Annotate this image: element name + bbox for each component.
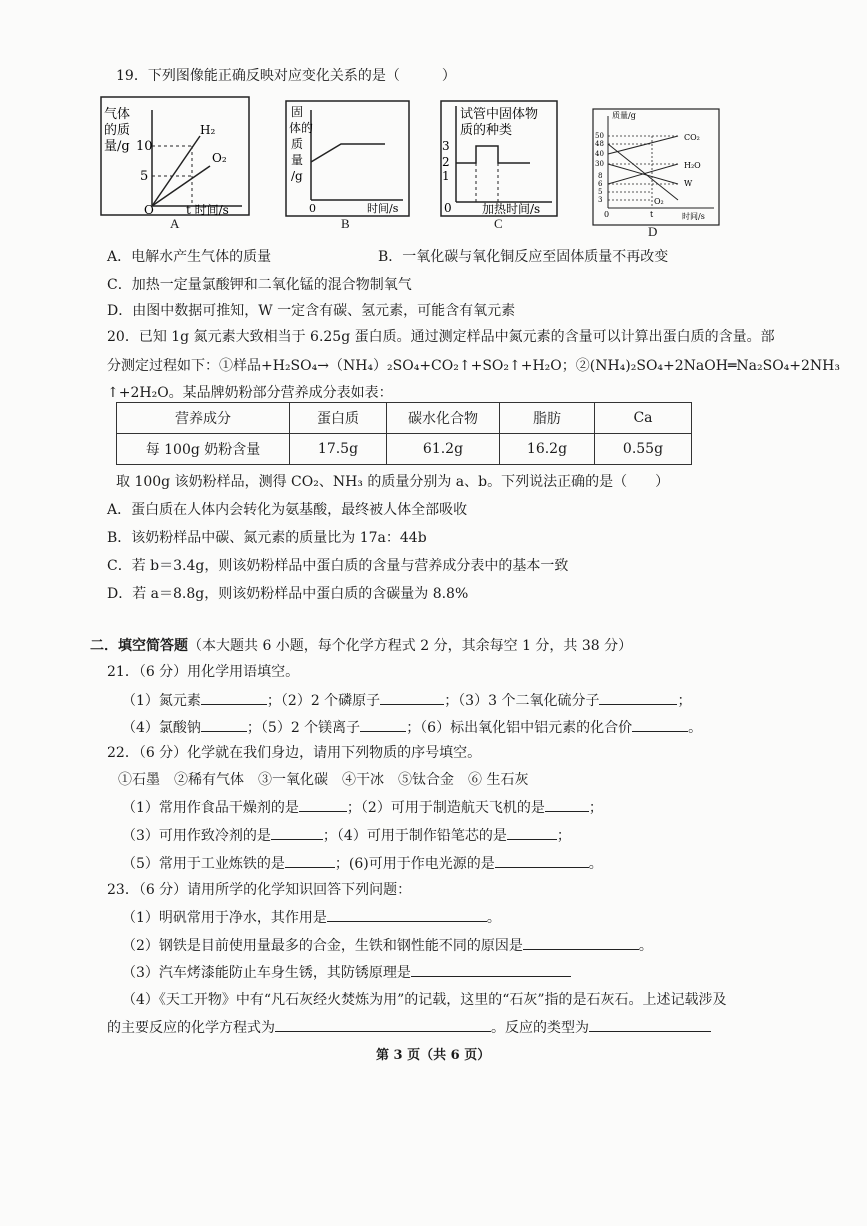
answer-blank[interactable]	[201, 717, 247, 732]
q20-opt-a: A．蛋白质在人体内会转化为氨基酸，最终被人体全部吸收	[107, 502, 468, 518]
q21-4-label: （4）氯酸钠	[122, 720, 201, 736]
q22-line2-end: ；	[556, 828, 571, 844]
answer-blank[interactable]	[599, 690, 677, 705]
section-note: （本大题共 6 小题，每个化学方程式 2 分，其余每空 1 分，共 38 分）	[188, 638, 633, 654]
table-header: 碳水化合物	[387, 403, 500, 434]
q19-opt-b: B．一氧化碳与氧化铜反应至固体质量不再改变	[378, 249, 669, 265]
q20-line3: ↑+2H₂O。某品牌奶粉部分营养成分表如表：	[107, 385, 393, 401]
figb-ylabel-4: 量	[291, 153, 304, 167]
q23-line4: （4）《天工开物》中有“凡石灰经火焚炼为用”的记载，这里的“石灰”指的是石灰石。上述记载涉及	[122, 992, 727, 1008]
figc-caption: C	[494, 216, 503, 231]
q22-5-label: （5）常用于工业炼铁的是	[122, 856, 285, 872]
q22-line3-end: 。	[588, 856, 603, 872]
q20-opt-b: B．该奶粉样品中碳、氮元素的质量比为 17a：44b	[107, 530, 427, 546]
answer-blank[interactable]	[589, 1017, 711, 1032]
q22-items: ①石墨 ②稀有气体 ③一氧化碳 ④干冰 ⑤钛合金 ⑥ 生石灰	[118, 772, 529, 788]
q23-line1-end: 。	[486, 910, 501, 926]
q23-2-label: （2）钢铁是目前使用量最多的合金，生铁和钢性能不同的原因是	[122, 938, 523, 954]
answer-blank[interactable]	[285, 853, 335, 868]
figd-h2o: H₂O	[684, 161, 701, 170]
figd-origin: 0	[604, 210, 610, 219]
figd-tick-5: 5	[598, 188, 603, 196]
q21-line1	[122, 690, 691, 711]
q22-2-label: ；（2）可用于制造航天飞机的是	[346, 800, 545, 816]
figd-tick-40: 40	[595, 150, 604, 158]
q22-1-label: （1）常用作食品干燥剂的是	[122, 800, 299, 816]
figa-xlabel: t 时间/s	[186, 203, 229, 216]
section-heading	[90, 636, 632, 656]
figd-tick-48: 48	[595, 140, 604, 148]
q19-opt-a: A．电解水产生气体的质量	[107, 249, 272, 265]
figb-ylabel-1: 固	[291, 105, 304, 119]
answer-blank[interactable]	[545, 797, 589, 812]
q21-3-label: ；（3）3 个二氧化硫分子	[444, 693, 600, 709]
q20-opt-c: C．若 b＝3.4g，则该奶粉样品中蛋白质的含量与营养成分表中的基本一致	[107, 558, 569, 574]
figd-caption: D	[648, 224, 658, 239]
answer-blank[interactable]	[380, 690, 444, 705]
q20-opt-d: D．若 a＝8.8g，则该奶粉样品中蛋白质的含碳量为 8.8%	[107, 586, 469, 602]
answer-blank[interactable]	[201, 690, 267, 705]
figure-d	[592, 108, 720, 226]
q21-line1-end: ；	[677, 693, 692, 709]
q21-line2-end: 。	[688, 720, 703, 736]
figa-ylabel-2: 的质	[104, 123, 131, 138]
q21-stem: 21．（6 分）用化学用语填空。	[107, 664, 300, 680]
figb-caption: B	[341, 216, 350, 231]
q20-line4: 取 100g 该奶粉样品，测得 CO₂、NH₃ 的质量分别为 a、b。下列说法正确的是（ ）	[116, 474, 670, 490]
q23-stem: 23．（6 分）请用所学的化学知识回答下列问题：	[107, 882, 412, 898]
figd-w: W	[684, 179, 693, 188]
figd-o2: O₂	[654, 197, 664, 206]
q21-line2	[122, 717, 702, 738]
q22-3-label: （3）可用作致冷剂的是	[122, 828, 271, 844]
q22-stem: 22．（6 分）化学就在我们身边，请用下列物质的序号填空。	[107, 745, 482, 761]
figa-caption: A	[170, 216, 180, 231]
figd-xlabel: 时间/s	[682, 212, 705, 221]
q23-4-label: 的主要反应的化学方程式为	[107, 1020, 275, 1036]
section-title: 二．填空简答题	[90, 638, 188, 654]
figa-ylabel-1: 气体	[104, 107, 131, 122]
figc-y1: 1	[442, 169, 450, 183]
q23-line2	[122, 935, 653, 956]
figa-y5: 5	[140, 169, 149, 184]
figd-ylabel: 质量/g	[612, 111, 636, 120]
figb-ylabel-5: /g	[291, 169, 303, 183]
figa-origin: O	[144, 203, 154, 216]
q23-3-label: （3）汽车烤漆能防止车身生锈，其防锈原理是	[122, 965, 411, 981]
figa-o2: O₂	[212, 151, 227, 165]
table-cell: 61.2g	[387, 434, 500, 465]
table-header: 营养成分	[117, 403, 290, 434]
answer-blank[interactable]	[360, 717, 406, 732]
figd-tick-6: 6	[598, 180, 603, 188]
figc-origin: 0	[444, 201, 452, 215]
figure-b	[285, 100, 410, 217]
figb-origin: 0	[309, 202, 316, 215]
q23-type-label: 。反应的类型为	[491, 1020, 589, 1036]
q23-line3	[122, 962, 571, 983]
table-cell: 16.2g	[500, 434, 595, 465]
q21-1-label: （1）氮元素	[122, 693, 201, 709]
q20-line2: 分测定过程如下：①样品+H₂SO₄→（NH₄）₂SO₄+CO₂↑+SO₂↑+H₂O；②(NH₄)₂SO₄+2NaOH═Na₂SO₄+2NH₃	[107, 358, 840, 374]
answer-blank[interactable]	[507, 825, 557, 840]
figa-ylabel-3: 量/g	[104, 139, 130, 154]
q21-5-label: ；（5）2 个镁离子	[246, 720, 361, 736]
answer-blank[interactable]	[299, 797, 347, 812]
table-cell: 17.5g	[290, 434, 387, 465]
figb-ylabel-2: 体的	[289, 121, 314, 135]
q23-line5	[107, 1017, 711, 1038]
answer-blank[interactable]	[271, 825, 323, 840]
answer-blank[interactable]	[523, 935, 639, 950]
table-row	[117, 403, 692, 434]
page-footer: 第 3 页（共 6 页）	[376, 1048, 491, 1063]
q21-2-label: ；（2）2 个磷原子	[266, 693, 381, 709]
q19-opt-c: C．加热一定量氯酸钾和二氧化锰的混合物制氧气	[107, 277, 412, 293]
figd-t: t	[650, 210, 654, 219]
q22-line1-end: ；	[588, 800, 603, 816]
figc-title-2: 质的种类	[460, 123, 513, 138]
table-cell: 每 100g 奶粉含量	[117, 434, 290, 465]
figc-title-1: 试管中固体物	[460, 107, 539, 122]
figd-co2: CO₂	[684, 133, 700, 142]
table-cell: 0.55g	[595, 434, 692, 465]
q22-4-label: ；（4）可用于制作铅笔芯的是	[322, 828, 507, 844]
table-header: Ca	[595, 403, 692, 434]
figa-y10: 10	[136, 139, 153, 154]
table-row	[117, 434, 692, 465]
q22-line1	[122, 797, 603, 818]
q23-line1	[122, 907, 501, 928]
figd-tick-50: 50	[595, 132, 604, 140]
table-header: 脂肪	[500, 403, 595, 434]
q22-line3	[122, 853, 603, 874]
figure-a	[100, 96, 250, 216]
q19-opt-d: D．由图中数据可推知，W 一定含有碳、氢元素，可能含有氧元素	[107, 303, 516, 319]
nutrition-table	[116, 402, 692, 465]
answer-blank[interactable]	[632, 717, 688, 732]
answer-blank[interactable]	[275, 1017, 491, 1032]
q20-line1: 20．已知 1g 氮元素大致相当于 6.25g 蛋白质。通过测定样品中氮元素的含量可以计算出蛋白质的含量。部	[107, 329, 775, 345]
q22-line2	[122, 825, 571, 846]
figd-tick-8: 8	[598, 172, 603, 180]
figd-tick-3: 3	[598, 196, 603, 204]
figc-xlabel: 加热时间/s	[482, 202, 541, 216]
figc-y3: 3	[442, 139, 450, 153]
q23-1-label: （1）明矾常用于净水，其作用是	[122, 910, 327, 926]
q19-stem: 19．下列图像能正确反映对应变化关系的是（ ）	[116, 68, 456, 84]
answer-blank[interactable]	[411, 962, 571, 977]
figd-tick-30: 30	[595, 160, 604, 168]
figc-y2: 2	[442, 155, 450, 169]
answer-blank[interactable]	[327, 907, 487, 922]
figure-c	[440, 100, 558, 217]
q21-6-label: ；（6）标出氧化铝中铝元素的化合价	[406, 720, 633, 736]
answer-blank[interactable]	[495, 853, 589, 868]
q22-6-label: ；(6)可用于作电光源的是	[334, 856, 495, 872]
figb-xlabel: 时间/s	[367, 202, 399, 215]
figb-ylabel-3: 质	[291, 137, 304, 151]
table-header: 蛋白质	[290, 403, 387, 434]
figa-h2: H₂	[200, 123, 216, 137]
q23-line2-end: 。	[638, 938, 653, 954]
